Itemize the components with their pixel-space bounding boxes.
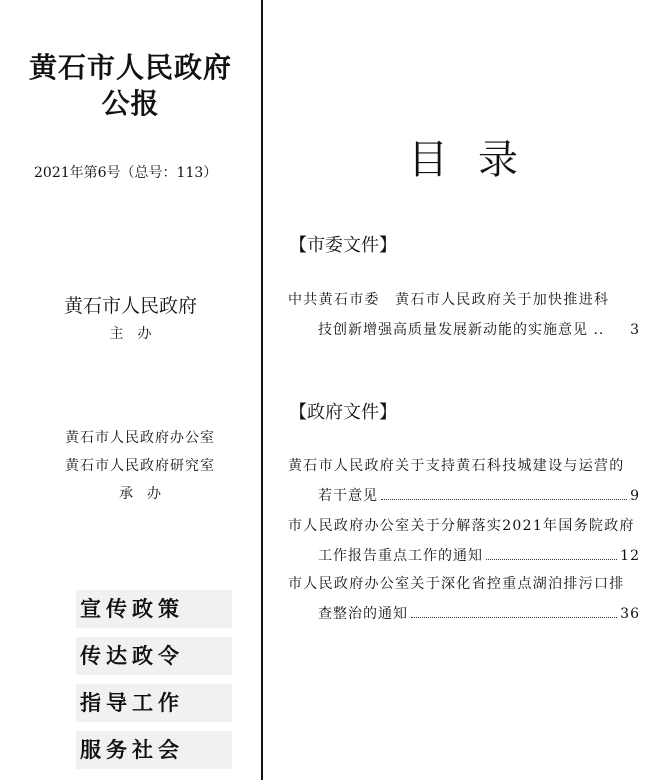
slogan: 宣传政策	[76, 590, 232, 628]
section-heading: 【政府文件】	[289, 402, 397, 423]
toc-entry-title-cont: 技创新增强高质量发展新动能的实施意见 ..	[318, 322, 605, 338]
sponsor-role: 主办	[109, 326, 166, 342]
toc-entry-title-cont: 查整治的通知	[318, 606, 408, 622]
cover-panel	[0, 0, 261, 780]
co-organizer: 黄石市人民政府办公室	[65, 430, 215, 446]
toc-entry-page: 12	[620, 548, 640, 564]
toc-entry-title: 中共黄石市委 黄石市人民政府关于加快推进科	[288, 292, 610, 308]
toc-entry-title: 市人民政府办公室关于分解落实2021年国务院政府	[288, 518, 635, 534]
toc-entry-page: 36	[620, 606, 640, 622]
toc-entry-title-cont: 工作报告重点工作的通知	[318, 548, 483, 564]
toc-entry-title: 黄石市人民政府关于支持黄石科技城建设与运营的	[288, 458, 625, 474]
publication-title: 黄石市人民政府	[28, 51, 232, 84]
slogan: 服务社会	[76, 731, 232, 769]
dot-leader	[411, 617, 617, 618]
co-organizer: 黄石市人民政府研究室	[65, 458, 215, 474]
slogan: 传达政令	[76, 637, 232, 675]
toc-entry[interactable]	[288, 285, 640, 345]
toc-title: 目录	[408, 137, 548, 183]
co-organizer-role: 承办	[119, 486, 175, 502]
publication-title-line2: 公报	[101, 87, 160, 120]
toc-entry[interactable]	[288, 569, 640, 629]
slogan: 指导工作	[76, 684, 232, 722]
section-heading: 【市委文件】	[289, 235, 397, 256]
issue-number: 2021年第6号（总号：113）	[34, 165, 218, 181]
toc-entry[interactable]	[288, 511, 640, 571]
dot-leader	[486, 559, 617, 560]
toc-entry-page: 9	[630, 488, 640, 504]
toc-entry[interactable]	[288, 451, 640, 511]
table-of-contents	[263, 0, 657, 780]
toc-entry-title: 市人民政府办公室关于深化省控重点湖泊排污口排	[288, 576, 625, 592]
toc-entry-page: 3	[630, 322, 640, 338]
dot-leader	[381, 499, 627, 500]
sponsor-name: 黄石市人民政府	[63, 295, 197, 317]
toc-entry-title-cont: 若干意见	[318, 488, 378, 504]
